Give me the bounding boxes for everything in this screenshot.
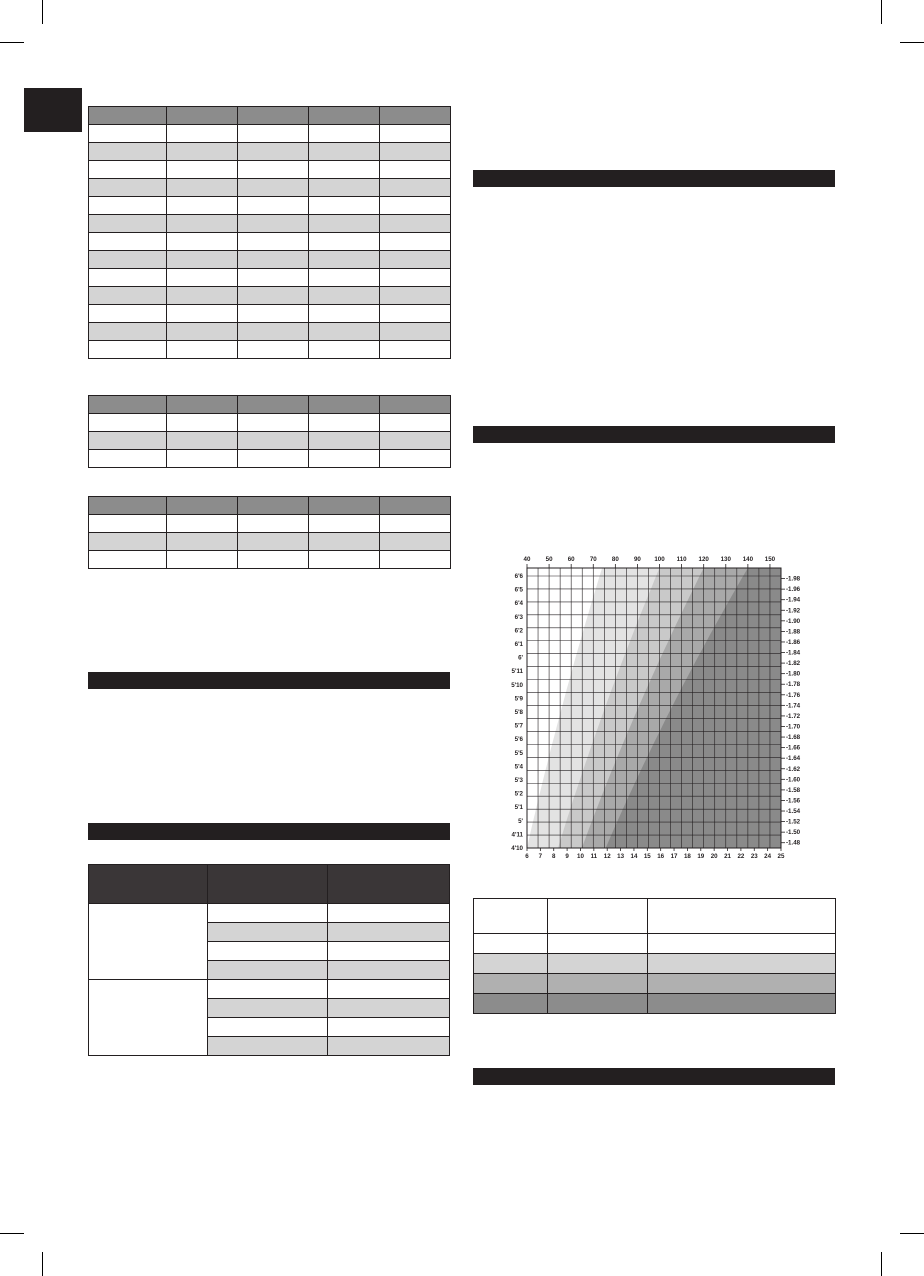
right-tick-label: -1.70 bbox=[786, 723, 801, 731]
bottom-tick-label: 24 bbox=[764, 853, 772, 860]
left-tick-label: 6'5 bbox=[514, 586, 523, 594]
data-table-3 bbox=[88, 496, 451, 569]
table-row bbox=[89, 287, 451, 305]
right-tick-label: -1.64 bbox=[786, 755, 801, 763]
table-row bbox=[89, 533, 451, 551]
table-row bbox=[89, 269, 451, 287]
crop-mark bbox=[42, 0, 43, 24]
table-row bbox=[89, 251, 451, 269]
table-row bbox=[89, 450, 451, 468]
right-tick-label: -1.58 bbox=[786, 786, 801, 794]
table-row bbox=[474, 954, 836, 974]
table-header-row bbox=[89, 865, 450, 904]
table-row bbox=[89, 980, 450, 999]
top-tick-label: 60 bbox=[567, 556, 575, 563]
right-tick-label: -1.56 bbox=[786, 797, 801, 805]
table-row bbox=[89, 305, 451, 323]
crop-mark bbox=[900, 1233, 924, 1234]
left-tick-label: 6'4 bbox=[514, 600, 523, 608]
top-tick-label: 150 bbox=[764, 556, 776, 563]
left-tick-label: 5'9 bbox=[514, 695, 523, 703]
top-tick-label: 110 bbox=[676, 556, 687, 563]
table-header-row bbox=[89, 497, 451, 515]
right-tick-label: -1.74 bbox=[786, 702, 801, 710]
bmi-classification-table bbox=[473, 898, 836, 1014]
bottom-tick-label: 10 bbox=[577, 853, 584, 860]
right-tick-label: -1.60 bbox=[786, 776, 801, 784]
right-tick-label: -1.78 bbox=[786, 681, 801, 689]
crop-mark bbox=[900, 42, 924, 43]
section-header-bar bbox=[473, 170, 835, 187]
bottom-tick-label: 22 bbox=[737, 853, 745, 860]
top-tick-label: 80 bbox=[611, 556, 619, 563]
table-row bbox=[474, 934, 836, 954]
right-tick-label: -1.88 bbox=[786, 628, 801, 636]
bottom-tick-label: 8 bbox=[552, 853, 556, 860]
table-row bbox=[89, 515, 451, 533]
left-tick-label: 6'3 bbox=[514, 613, 523, 621]
bottom-tick-label: 9 bbox=[565, 853, 569, 860]
table-row bbox=[474, 974, 836, 994]
left-tick-label: 6' bbox=[518, 654, 523, 662]
right-tick-label: -1.72 bbox=[786, 712, 801, 720]
bottom-tick-label: 17 bbox=[670, 853, 678, 860]
right-tick-label: -1.86 bbox=[786, 638, 801, 646]
left-tick-label: 5'7 bbox=[514, 722, 523, 730]
left-tick-label: 5'1 bbox=[514, 804, 523, 812]
right-tick-label: -1.52 bbox=[786, 818, 801, 826]
section-header-bar bbox=[473, 1068, 835, 1085]
right-tick-label: -1.54 bbox=[786, 808, 801, 816]
crop-mark bbox=[881, 0, 882, 24]
bottom-tick-label: 12 bbox=[603, 853, 611, 860]
left-tick-label: 5'4 bbox=[514, 763, 523, 771]
table-row bbox=[89, 215, 451, 233]
crop-mark bbox=[0, 42, 24, 43]
bottom-tick-label: 15 bbox=[643, 853, 651, 860]
bottom-tick-label: 13 bbox=[617, 853, 625, 860]
bmi-chart bbox=[500, 548, 810, 870]
right-tick-label: -1.82 bbox=[786, 660, 801, 668]
top-tick-label: 130 bbox=[720, 556, 731, 563]
table-row bbox=[89, 161, 451, 179]
age-bmi-table bbox=[88, 864, 450, 1056]
table-row bbox=[89, 143, 451, 161]
table-row bbox=[89, 904, 450, 923]
table-row bbox=[474, 994, 836, 1014]
bottom-tick-label: 20 bbox=[710, 853, 718, 860]
left-tick-label: 4'10 bbox=[511, 845, 523, 852]
data-table-1 bbox=[88, 106, 451, 359]
table-row bbox=[89, 414, 451, 432]
section-header-bar bbox=[88, 823, 450, 840]
right-tick-label: -1.48 bbox=[786, 839, 801, 847]
left-tick-label: 5'10 bbox=[511, 681, 523, 689]
bottom-tick-label: 23 bbox=[750, 853, 758, 860]
table-header-row bbox=[89, 107, 451, 125]
table-row bbox=[89, 125, 451, 143]
language-tab bbox=[24, 88, 82, 132]
top-tick-label: 90 bbox=[633, 556, 641, 563]
left-tick-label: 6'6 bbox=[514, 573, 523, 580]
table-row bbox=[89, 341, 451, 359]
left-tick-label: 5'11 bbox=[511, 668, 523, 676]
table-header-row bbox=[89, 396, 451, 414]
top-tick-label: 100 bbox=[654, 556, 665, 563]
table-row bbox=[89, 197, 451, 215]
left-tick-label: 5' bbox=[518, 817, 523, 825]
right-tick-label: -1.50 bbox=[786, 829, 801, 837]
bottom-tick-label: 11 bbox=[590, 853, 598, 860]
right-tick-label: -1.68 bbox=[786, 734, 801, 742]
right-tick-label: -1.94 bbox=[786, 596, 801, 604]
top-tick-label: 70 bbox=[589, 556, 597, 563]
section-header-bar bbox=[88, 672, 450, 689]
right-tick-label: -1.84 bbox=[786, 649, 801, 657]
bottom-tick-label: 16 bbox=[657, 853, 665, 860]
left-tick-label: 4'11 bbox=[511, 831, 523, 839]
right-tick-label: -1.62 bbox=[786, 765, 801, 773]
table-row bbox=[89, 551, 451, 569]
top-tick-label: 50 bbox=[545, 556, 553, 563]
right-tick-label: -1.98 bbox=[786, 575, 801, 583]
table-row bbox=[89, 233, 451, 251]
right-tick-label: -1.80 bbox=[786, 670, 801, 678]
left-tick-label: 5'5 bbox=[514, 749, 523, 757]
left-tick-label: 5'8 bbox=[514, 709, 523, 716]
left-tick-label: 6'1 bbox=[514, 641, 523, 648]
bottom-tick-label: 14 bbox=[630, 853, 638, 860]
right-tick-label: -1.66 bbox=[786, 744, 801, 752]
bottom-tick-label: 6 bbox=[525, 853, 529, 860]
table-row bbox=[89, 323, 451, 341]
bottom-tick-label: 19 bbox=[697, 853, 705, 860]
table-row bbox=[89, 179, 451, 197]
right-tick-label: -1.96 bbox=[786, 586, 801, 594]
bottom-tick-label: 18 bbox=[683, 853, 691, 860]
crop-mark bbox=[881, 1252, 882, 1276]
crop-mark bbox=[0, 1233, 24, 1234]
left-tick-label: 5'6 bbox=[514, 736, 523, 744]
table-row bbox=[89, 432, 451, 450]
top-tick-label: 120 bbox=[698, 556, 709, 563]
crop-mark bbox=[42, 1252, 43, 1276]
data-table-2 bbox=[88, 395, 451, 468]
right-tick-label: -1.90 bbox=[786, 617, 801, 625]
left-tick-label: 5'3 bbox=[514, 777, 523, 784]
top-tick-label: 140 bbox=[742, 556, 754, 563]
bottom-tick-label: 25 bbox=[777, 853, 785, 860]
top-tick-label: 40 bbox=[523, 556, 531, 563]
section-header-bar bbox=[473, 426, 835, 443]
bottom-tick-label: 21 bbox=[724, 853, 731, 860]
table-header-row bbox=[474, 899, 836, 934]
left-tick-label: 6'2 bbox=[514, 627, 523, 635]
bottom-tick-label: 7 bbox=[538, 853, 543, 860]
left-tick-label: 5'2 bbox=[514, 790, 523, 798]
right-tick-label: -1.76 bbox=[786, 691, 801, 699]
right-tick-label: -1.92 bbox=[786, 607, 801, 615]
